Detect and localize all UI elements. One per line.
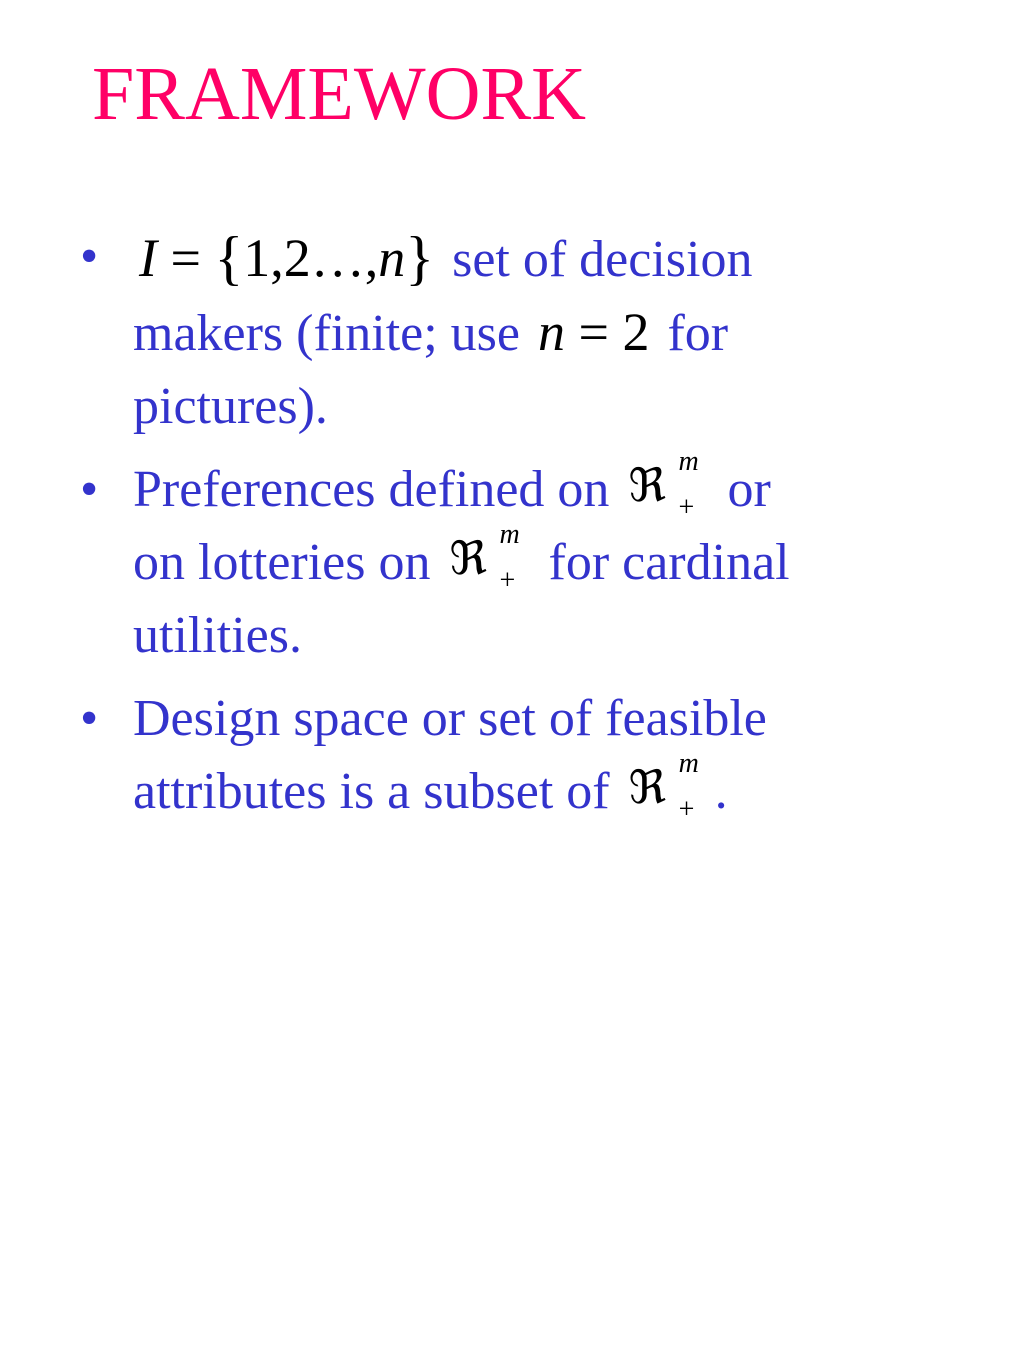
bullet-line (133, 446, 900, 526)
bullet-text: utilities. (133, 607, 302, 664)
bullet-text: or (727, 461, 771, 518)
bullet-line (133, 220, 900, 296)
bullet-line (133, 296, 900, 370)
math-var-n: n (537, 302, 565, 362)
bullet-text: Preferences defined on (133, 461, 610, 518)
math-equals: = (170, 228, 201, 288)
bullet-line (133, 599, 900, 672)
math-set-elements: 1,2…, (243, 228, 379, 288)
math-open-brace: { (214, 225, 244, 291)
reals-subscript: + (678, 794, 695, 825)
bullet-dot: • (80, 228, 99, 285)
reals-subscript: + (678, 492, 695, 523)
reals-superscript: m (678, 446, 699, 477)
bullet-text: Design space or set of feasible (133, 690, 767, 747)
math-value: 2 (622, 302, 650, 362)
reals-positive-m-symbol (628, 446, 706, 523)
reals-superscript: m (678, 748, 699, 779)
bullet-text: pictures). (133, 378, 328, 435)
math-set-definition (139, 220, 434, 295)
bullet-line (133, 748, 900, 828)
math-n-equals-2 (538, 296, 649, 369)
bullet-item-decision-makers (80, 220, 900, 443)
bullet-dot: • (80, 461, 99, 518)
reals-positive-m-symbol (449, 519, 528, 596)
bullet-text: makers (finite; use (133, 305, 520, 362)
math-var-n: n (378, 228, 406, 288)
bullet-text: . (714, 763, 728, 820)
math-close-brace: } (405, 225, 435, 291)
bullet-dot: • (80, 690, 99, 747)
bullet-item-preferences (80, 446, 900, 672)
bullet-line (133, 370, 900, 443)
bullet-text: attributes is a subset of (133, 763, 610, 820)
bullet-text: set of decision (452, 231, 753, 288)
reals-subscript: + (499, 565, 516, 596)
bullet-text: for cardinal (548, 534, 790, 591)
bullet-text: for (667, 305, 729, 362)
reals-base: ℜ (449, 531, 487, 585)
bullet-line (133, 682, 900, 755)
bullet-text: on lotteries on (133, 534, 431, 591)
math-var-I: I (139, 228, 157, 288)
slide-title: FRAMEWORK (92, 52, 587, 136)
bullet-line (133, 519, 900, 599)
reals-base: ℜ (628, 760, 667, 814)
reals-superscript: m (499, 519, 520, 550)
reals-positive-m-symbol (628, 748, 707, 825)
reals-base: ℜ (628, 458, 666, 512)
bullet-item-design-space (80, 682, 900, 828)
math-equals: = (578, 302, 609, 362)
bullet-list (80, 220, 900, 828)
